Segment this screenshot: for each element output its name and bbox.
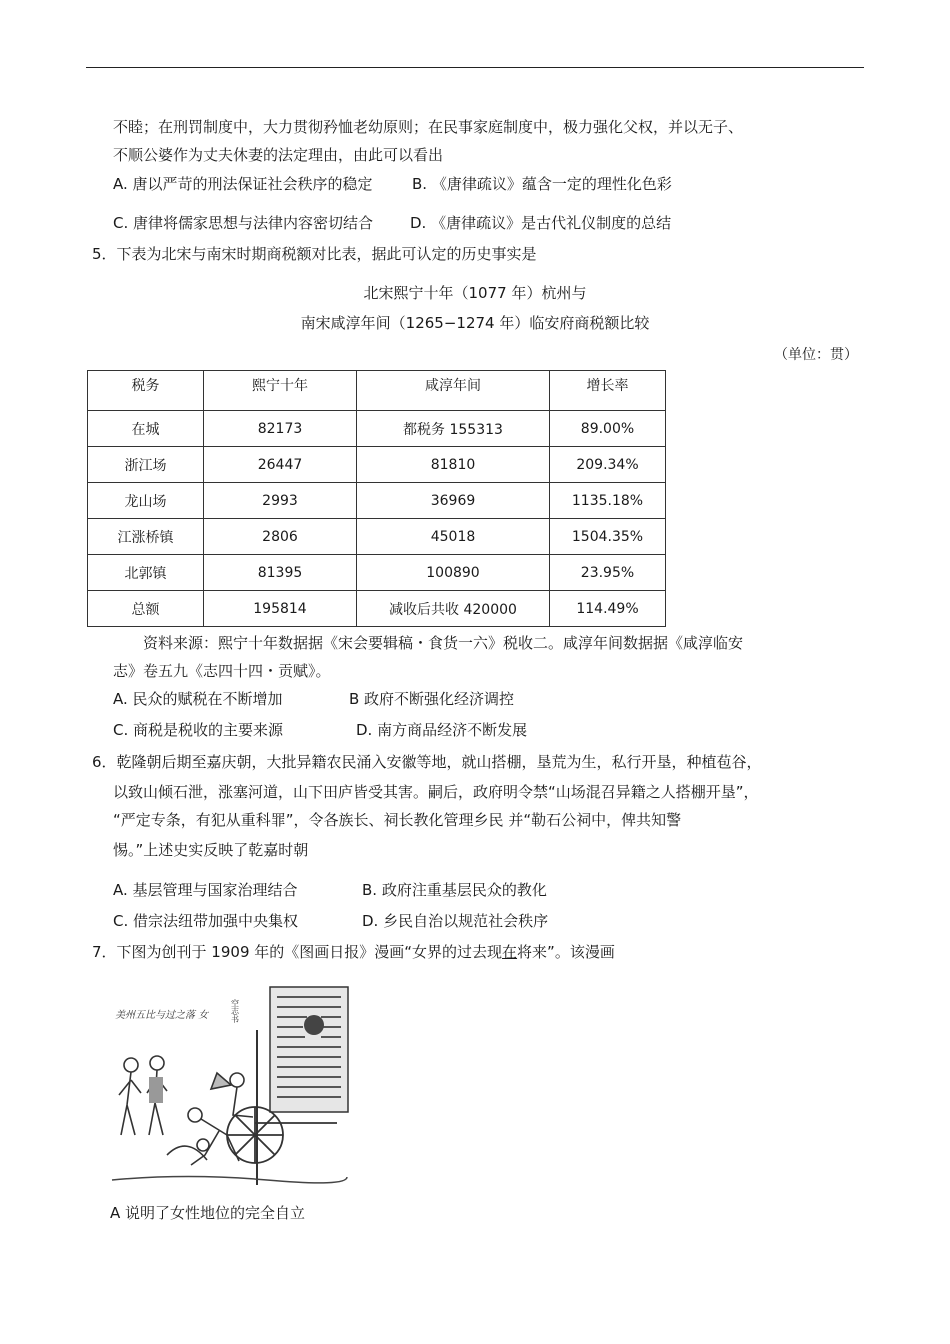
- table-cell: 浙江场: [88, 447, 204, 483]
- q7-stem-underlined: 在: [502, 943, 518, 961]
- table-cell: 100890: [357, 555, 550, 591]
- table-row: [88, 411, 666, 447]
- table-cell: 114.49%: [550, 591, 666, 627]
- q6-option-b: B. 政府注重基层民众的教化: [362, 881, 547, 899]
- cartoon-seated-woman: [211, 1073, 253, 1117]
- table-cell: 209.34%: [550, 447, 666, 483]
- table-row: [88, 483, 666, 519]
- table-cell: 82173: [204, 411, 357, 447]
- tax-table: [87, 370, 666, 627]
- table-cell: 北郭镇: [88, 555, 204, 591]
- table-cell: 81395: [204, 555, 357, 591]
- q4-option-c: C. 唐律将儒家思想与法律内容密切结合: [113, 214, 374, 232]
- cartoon-ground: [112, 1177, 347, 1183]
- header-cell: 增长率: [550, 371, 666, 411]
- q7-stem-after: 将来”。该漫画: [517, 943, 615, 961]
- table-cell: 龙山场: [88, 483, 204, 519]
- q6-stem-line4: 惕。”上述史实反映了乾嘉时朝: [113, 841, 309, 859]
- table-cell: 都税务 155313: [357, 411, 550, 447]
- header-cell: 熙宁十年: [204, 371, 357, 411]
- table-cell: 89.00%: [550, 411, 666, 447]
- q6-option-d: D. 乡民自治以规范社会秩序: [362, 912, 549, 930]
- q4-option-a: A. 唐以严苛的刑法保证社会秩序的稳定: [113, 175, 373, 193]
- cartoon-standing-figures: [119, 1056, 167, 1135]
- table-row: [88, 591, 666, 627]
- q5-option-a: A. 民众的赋税在不断增加: [113, 690, 283, 708]
- table-cell: 26447: [204, 447, 357, 483]
- table-unit: （单位：贯）: [774, 347, 858, 363]
- table-row: [88, 555, 666, 591]
- table-cell: 江涨桥镇: [88, 519, 204, 555]
- q6-stem-line2: 以致山倾石泄，涨塞河道，山下田庐皆受其害。嗣后，政府明令禁“山场混召异籍之人搭棚开垦”，: [113, 783, 759, 801]
- table-cell: 2993: [204, 483, 357, 519]
- q5-option-d: D. 南方商品经济不断发展: [356, 721, 528, 739]
- table-cell: 45018: [357, 519, 550, 555]
- table-cell: 1135.18%: [550, 483, 666, 519]
- table-row: [88, 447, 666, 483]
- table-cell: 36969: [357, 483, 550, 519]
- table-cell: 减收后共收 420000: [357, 591, 550, 627]
- q7-option-a: A 说明了女性地位的完全自立: [110, 1204, 306, 1222]
- q6-stem-line3: “严定专条，有犯从重科罪”，令各族长、祠长教化管理乡民 并“勒石公祠中，俾共知警: [113, 811, 682, 829]
- header-rule: [86, 67, 864, 68]
- table-row: [88, 519, 666, 555]
- q6-option-a: A. 基层管理与国家治理结合: [113, 881, 298, 899]
- table-cell: 81810: [357, 447, 550, 483]
- newspaper-cartoon-image: [107, 985, 352, 1190]
- cartoon-caption: 美州五比与过之落 女: [115, 1010, 209, 1021]
- table-cell: 23.95%: [550, 555, 666, 591]
- q4-text-line1: 不睦；在刑罚制度中，大力贯彻矜恤老幼原则；在民事家庭制度中，极力强化父权，并以无子、: [113, 118, 744, 136]
- header-cell: 咸淳年间: [357, 371, 550, 411]
- q5-stem: 5．下表为北宋与南宋时期商税额对比表，据此可认定的历史事实是: [92, 245, 537, 263]
- q7-stem: [92, 942, 615, 962]
- q4-option-b: B. 《唐律疏议》蕴含一定的理性化色彩: [412, 175, 672, 193]
- table-title-line2: 南宋咸淳年间（1265−1274 年）临安府商税额比较: [300, 314, 650, 332]
- cartoon-poster: [270, 987, 348, 1112]
- table-cell: 在城: [88, 411, 204, 447]
- table-cell: 2806: [204, 519, 357, 555]
- header-cell: 税务: [88, 371, 204, 411]
- q6-stem-line1: 6．乾隆朝后期至嘉庆朝，大批异籍农民涌入安徽等地，就山搭棚，垦荒为生，私行开垦，种植苞谷，: [92, 753, 762, 771]
- table-cell: 1504.35%: [550, 519, 666, 555]
- table-cell: 195814: [204, 591, 357, 627]
- cartoon-side-caption: 空志书: [230, 999, 240, 1023]
- q4-option-d: D. 《唐律疏议》是古代礼仪制度的总结: [410, 214, 672, 232]
- cartoon-fallen-figures: [167, 1108, 239, 1165]
- q7-stem-before: 7．下图为创刊于 1909 年的《图画日报》漫画“女界的过去现: [92, 943, 503, 961]
- table-title-line1: 北宋熙宁十年（1077 年）杭州与: [363, 284, 587, 302]
- q5-option-b: B 政府不断强化经济调控: [349, 690, 515, 708]
- table-header-row: [88, 371, 666, 411]
- cartoon-poster-figure: [304, 1015, 324, 1035]
- table-source-line1: 资料来源：熙宁十年数据据《宋会要辑稿・食货一六》税收二。咸淳年间数据据《咸淳临安: [143, 634, 744, 652]
- q4-text-line2: 不顺公婆作为丈夫休妻的法定理由，由此可以看出: [113, 146, 444, 164]
- q6-option-c: C. 借宗法纽带加强中央集权: [113, 912, 299, 930]
- q5-option-c: C. 商税是税收的主要来源: [113, 721, 284, 739]
- table-cell: 总额: [88, 591, 204, 627]
- table-source-line2: 志》卷五九《志四十四・贡赋》。: [113, 662, 331, 680]
